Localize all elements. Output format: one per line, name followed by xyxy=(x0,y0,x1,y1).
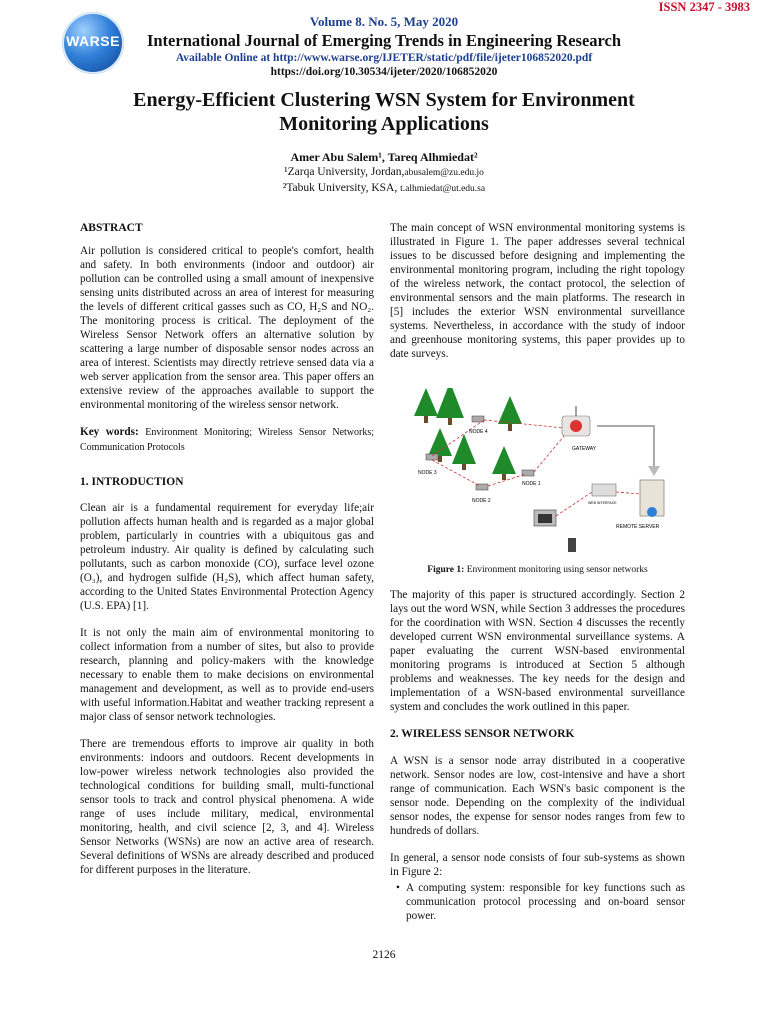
figure-caption: Figure 1: Environment monitoring using sensor networks xyxy=(427,565,648,575)
left-column xyxy=(80,221,374,890)
page-number: 2126 xyxy=(372,949,396,961)
paper-title: Energy-Efficient Clustering WSN System for Environment Monitoring Applications xyxy=(133,89,635,135)
label-node4: NODE 4 xyxy=(469,429,488,435)
available-link[interactable]: Available Online at http://www.warse.org/IJETER/static/pdf/file/ijeter106852020.pdf xyxy=(175,52,593,64)
label-node2: NODE 2 xyxy=(472,498,491,504)
abstract-text: Air pollution is considered critical to people's comfort, health and safety. In both environments (indoor and outdoor) air pollution can be controlled using a small amount of inexpensive sensing units distributed across an area of interest for measuring the levels of different critical gasses such as CO, H₂S and NO₂. The monitoring process is critical. The deployment of the Wireless Sensor Network offers an alternative solution by scattering a large number of disposable sensor nodes across an area of interest. Scientists may directly retrieve sensed data via a web server application from the sensor area. This paper offers an extensive review of the approaches available to support the environmental monitoring of the wireless sensor network. xyxy=(80,245,374,411)
email-2[interactable]: t.alhmiedat@ut.edu.sa xyxy=(400,184,486,194)
web-interface-icon xyxy=(592,484,616,496)
email-1[interactable]: abusalem@zu.edu.jo xyxy=(404,168,484,178)
structure-paragraph: The majority of this paper is structured accordingly. Section 2 lays out the word WSN, while Section 3 addresses the procedures for the coordination with WSN. Section 4 discusses the recently developed current WSN environmental surveillance systems. A paper evaluating the current WSN-based environmental monitoring programs is introduced at Section 5 although problems and weaknesses. The key needs for the design and implementation of a WSN-based environmental surveillance system and concludes the work outlined in this paper. xyxy=(390,589,685,713)
tree-icon xyxy=(414,388,522,480)
warse-logo: WARSE xyxy=(62,12,124,74)
label-web: WEB INTERFACE xyxy=(588,501,617,505)
label-node1: NODE 1 xyxy=(522,481,541,487)
intro-paragraph-2: It is not only the main aim of environmental monitoring to collect information from a number of sites, but also to provide research, planning and policy-makers with the knowledge necessary to enable them to make decisions on environmental management and development, as well as to provide end-users with useful information.Habitat and weather tracking represent a major class of sensor network technologies. xyxy=(80,627,374,723)
right-column-top xyxy=(390,221,685,374)
wsn-heading: 2. WIRELESS SENSOR NETWORK xyxy=(390,728,575,740)
intro-heading: 1. INTRODUCTION xyxy=(80,476,184,488)
abstract-heading: ABSTRACT xyxy=(80,222,143,234)
remote-server-icon xyxy=(640,480,664,517)
affiliation-2: ²Tabuk University, KSA, t.alhmiedat@ut.edu.sa xyxy=(282,182,486,194)
keywords: Key words: Environment Monitoring; Wireless Sensor Networks; Communication Protocols xyxy=(80,426,375,453)
label-remote-server: REMOTE SERVER xyxy=(616,524,660,530)
list-item: • A computing system: responsible for key functions such as communication protocol processing and on-board sensor power. xyxy=(406,881,685,923)
computer-icon xyxy=(534,510,556,526)
gateway-icon xyxy=(562,406,590,436)
volume-line: Volume 8. No. 5, May 2020 xyxy=(309,14,459,29)
wsn-monitoring-figure xyxy=(412,388,674,553)
concept-paragraph: The main concept of WSN environmental monitoring systems is illustrated in Figure 1. The paper addresses several technical issues to be discussed before designing and implementing the environmental monitoring program, including the right topology of the wireless network, the contact protocol, the selection of environmental sensors and the main platforms. The research in [5] includes the exterior WSN environmental surveillance systems. Nevertheless, in accordance with the study of indoor and greenhouse monitoring systems, this paper provides up to date surveys. xyxy=(390,222,685,360)
wsn-paragraph: A WSN is a sensor node array distributed in a cooperative network. Sensor nodes are low, cost-intensive and have a short range of communication. Each WSN's basic component is the sensor node. Depending on the complexity of the individual sensor nodes, the expense for sensor nodes ranges from few to hundreds of dollars. xyxy=(390,755,685,837)
affiliation-1: ¹Zarqa University, Jordan,abusalem@zu.edu.jo xyxy=(284,166,484,178)
phone-icon xyxy=(568,538,576,552)
label-gateway: GATEWAY xyxy=(572,446,597,452)
journal-name: International Journal of Emerging Trends in Engineering Research xyxy=(146,31,622,50)
intro-paragraph-3: There are tremendous efforts to improve air quality in both environments: indoors and outdoors. Recent developments in low-power wireless network technologies also provided the technological conditions for building small, multi-functional sensor tools to track and control physical phenomena. A wide range of uses include military, medical, environmental monitoring, health, and civil science [2, 3, and 4]. Wireless Sensor Networks (WSNs) are now an active area of research. Several definitions of WSNs are already described and produced for different purposes in the literature. xyxy=(80,738,374,876)
subsystems-paragraph: In general, a sensor node consists of four sub-systems as shown in Figure 2: xyxy=(390,852,685,878)
label-node3: NODE 3 xyxy=(418,470,437,476)
right-column-bottom xyxy=(390,588,685,923)
subsystems-list xyxy=(390,881,685,923)
issn-label: ISSN 2347 - 3983 xyxy=(658,0,750,14)
authors: Amer Abu Salem¹, Tareq Alhmiedat² xyxy=(290,150,478,164)
intro-paragraph-1: Clean air is a fundamental requirement for everyday life;air pollution affects human health and is regarded as a major global problem, particularly in countries with a ubiquitous gas and petroleum industry. Air quality is defined by calculating such pollutants, such as carbon monoxide (CO), surface level ozone (O₃), and hydrogen sulfide (H₂S), which affect human safety, according to the United States Environmental Protection Agency (U.S. EPA) [1]. xyxy=(80,502,374,612)
doi-link[interactable]: https://doi.org/10.30534/ijeter/2020/106852020 xyxy=(270,66,498,78)
